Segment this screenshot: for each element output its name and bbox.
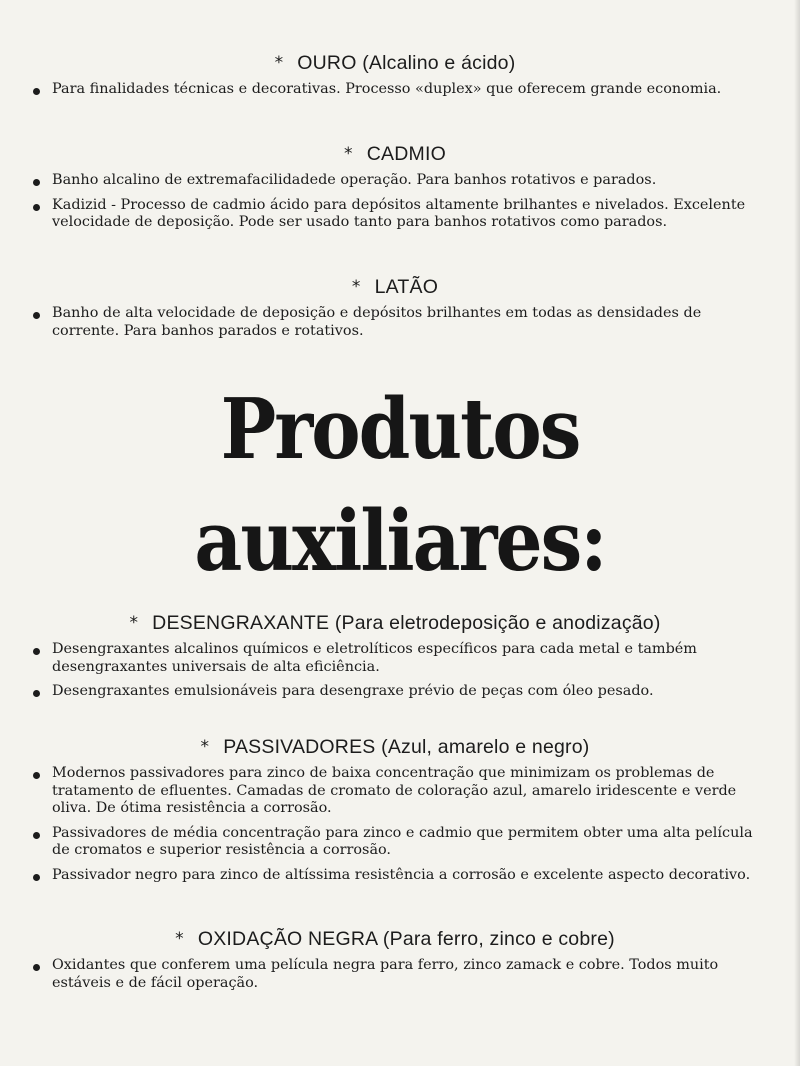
heading-name: PASSIVADORES — [223, 736, 376, 758]
bullet-icon — [33, 690, 40, 697]
bullet-icon — [33, 964, 40, 971]
heading-name: LATÃO — [374, 276, 439, 298]
section-passivadores — [30, 736, 760, 891]
section-heading — [30, 143, 760, 166]
list-item — [30, 825, 760, 860]
bullet-icon — [33, 874, 40, 881]
section-ouro — [30, 52, 760, 106]
section-heading — [30, 736, 760, 759]
heading-subtitle: (Para eletrodeposição e anodização) — [334, 612, 661, 634]
item-text: Passivador negro para zinco de altíssima resistência a corrosão e excelente aspecto decorativo. — [52, 866, 751, 883]
list-item — [30, 957, 760, 992]
big-title-line-2: auxiliares: — [194, 493, 606, 590]
item-text: Kadizid - Processo de cadmio ácido para depósitos altamente brilhantes e nivelados. Excelente velocidade de deposição. Pode ser usado tanto para banhos rotativos como parados. — [52, 196, 746, 230]
bullet-icon — [33, 204, 40, 211]
bullet-icon — [33, 88, 40, 95]
asterisk-marker: * — [200, 737, 210, 757]
item-text: Oxidantes que conferem uma película negra para ferro, zinco zamack e cobre. Todos muito estáveis e de fácil operação. — [52, 957, 719, 991]
bullet-icon — [33, 772, 40, 779]
asterisk-marker: * — [351, 277, 361, 297]
item-text: Banho de alta velocidade de deposição e depósitos brilhantes em todas as densidades de corrente. Para banhos parados e rotativos. — [52, 305, 702, 339]
item-text: Desengraxantes emulsionáveis para desengraxe prévio de peças com óleo pesado. — [52, 683, 654, 699]
section-heading — [30, 612, 760, 635]
heading-subtitle: (Alcalino e ácido) — [362, 52, 516, 74]
big-title-line-1: Produtos — [220, 381, 580, 478]
section-heading — [30, 276, 760, 299]
list-item — [30, 81, 760, 99]
item-text: Passivadores de média concentração para zinco e cadmio que permitem obter uma alta película de cromatos e superior resistência a corrosão. — [52, 824, 753, 858]
section-heading — [30, 928, 760, 951]
list-item — [30, 172, 760, 190]
item-text: Banho alcalino de extremafacilidadede operação. Para banhos rotativos e parados. — [52, 172, 657, 188]
section-desengraxante — [30, 612, 760, 708]
section-oxidacao-negra — [30, 928, 760, 999]
item-text: Modernos passivadores para zinco de baixa concentração que minimizam os problemas de tratamento de efluentes. Camadas de cromato de coloração azul, amarelo iridescente e verde oliva. De ótima resistência a corrosão. — [52, 765, 737, 816]
item-text: Para finalidades técnicas e decorativas. Processo «duplex» que oferecem grande economia. — [52, 81, 722, 97]
item-text: Desengraxantes alcalinos químicos e eletrolíticos específicos para cada metal e também desengraxantes universais de alta eficiência. — [52, 641, 697, 675]
section-latao — [30, 276, 760, 347]
bullet-icon — [33, 312, 40, 319]
bullet-icon — [33, 832, 40, 839]
page-edge-shadow — [794, 0, 800, 1066]
heading-name: OURO — [297, 52, 357, 74]
bullet-icon — [33, 179, 40, 186]
asterisk-marker: * — [344, 144, 353, 164]
heading-name: DESENGRAXANTE — [152, 612, 330, 634]
section-cadmio — [30, 143, 760, 239]
bullet-icon — [33, 648, 40, 655]
heading-name: CADMIO — [366, 143, 446, 165]
asterisk-marker: * — [274, 53, 284, 73]
list-item — [30, 197, 760, 232]
asterisk-marker: * — [129, 613, 139, 633]
section-heading — [30, 52, 760, 75]
list-item — [30, 867, 760, 885]
list-item — [30, 683, 760, 701]
list-item — [30, 765, 760, 818]
list-item — [30, 305, 760, 340]
heading-subtitle: (Para ferro, zinco e cobre) — [382, 928, 615, 950]
asterisk-marker: * — [175, 929, 184, 949]
list-item — [30, 641, 760, 676]
heading-subtitle: (Azul, amarelo e negro) — [381, 736, 590, 758]
heading-name: OXIDAÇÃO NEGRA — [197, 928, 378, 950]
